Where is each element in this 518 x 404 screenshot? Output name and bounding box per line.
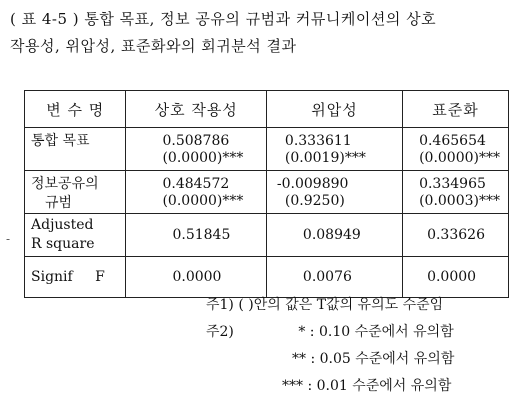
row-label-info-sharing-norm: 정보공유의 규범	[25, 171, 126, 214]
note-2	[206, 319, 454, 346]
cell-value: 0.0076	[266, 257, 402, 298]
cell-pvalue: (0.0000)***	[126, 192, 266, 214]
margin-mark: -	[6, 232, 11, 246]
table-caption	[10, 6, 515, 60]
cell-estimate: 0.484572	[126, 171, 266, 193]
significance-01: *** : 0.01 수준에서 유의함	[282, 378, 452, 394]
cell-value: 0.0000	[126, 257, 266, 298]
table-row	[25, 171, 509, 193]
cell-value: 0.51845	[126, 214, 266, 257]
regression-table	[24, 90, 509, 298]
row-label-adjusted-r-square: Adjusted R square	[25, 214, 126, 257]
cell-pvalue: (0.0019)***	[266, 149, 402, 171]
header-variable: 변 수 명	[25, 91, 126, 128]
cell-pvalue: (0.0000)***	[403, 149, 509, 171]
cell-value: 0.0000	[403, 257, 509, 298]
cell-estimate: 0.465654	[403, 128, 509, 150]
header-interaction: 상호 작용성	[126, 91, 266, 128]
cell-value: 0.33626	[403, 214, 509, 257]
note-1: 주1) ( )안의 값은 T값의 유의도 수준임	[206, 297, 444, 313]
cell-estimate: -0.009890	[266, 171, 402, 193]
cell-estimate: 0.334965	[403, 171, 509, 193]
cell-pvalue: (0.0003)***	[403, 192, 509, 214]
cell-estimate: 0.333611	[266, 128, 402, 150]
caption-line-1: ( 표 4-5 ) 통합 목표, 정보 공유의 규범과 커뮤니케이션의 상호	[10, 10, 437, 28]
table-row-adjusted-r2	[25, 214, 509, 257]
caption-line-2: 작용성, 위압성, 표준화와의 회귀분석 결과	[10, 37, 297, 55]
table-row	[25, 128, 509, 150]
note-2-label: 주2)	[206, 324, 234, 340]
row-label-signif-f: Signif F	[25, 257, 126, 298]
table-header-row	[25, 91, 509, 128]
header-standardization: 표준화	[403, 91, 509, 128]
significance-10: * : 0.10 수준에서 유의함	[298, 324, 454, 340]
cell-estimate: 0.508786	[126, 128, 266, 150]
row-label-integrated-goal: 통합 목표	[25, 128, 126, 171]
table-notes	[206, 292, 454, 400]
cell-value: 0.08949	[266, 214, 402, 257]
significance-05: ** : 0.05 수준에서 유의함	[292, 351, 455, 367]
cell-pvalue: (0.9250)	[266, 192, 402, 214]
header-coerciveness: 위압성	[266, 91, 402, 128]
cell-pvalue: (0.0000)***	[126, 149, 266, 171]
